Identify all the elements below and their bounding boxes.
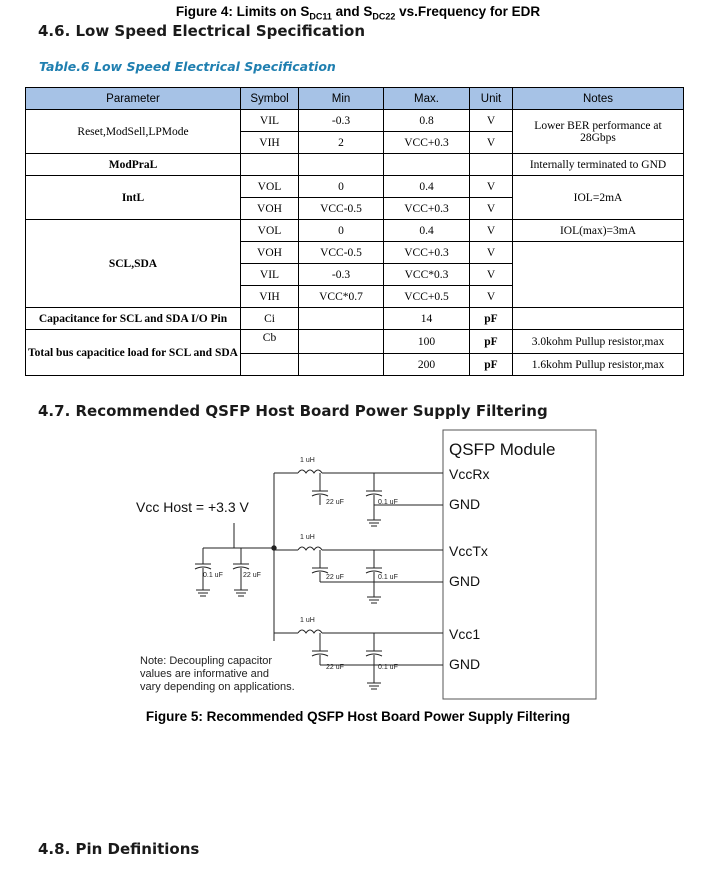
symbol-cell: VIL bbox=[241, 264, 299, 286]
table-row bbox=[26, 154, 684, 176]
max-cell: 0.8 bbox=[384, 110, 470, 132]
min-cell: 0 bbox=[299, 176, 384, 198]
header-notes: Notes bbox=[513, 88, 684, 110]
inductor-label: 1 uH bbox=[300, 457, 315, 464]
symbol-cell bbox=[241, 354, 299, 376]
symbol-cell: VIL bbox=[241, 110, 299, 132]
cap-value-label: 0.1 uF bbox=[203, 572, 223, 579]
inductor-label: 1 uH bbox=[300, 617, 315, 624]
param-cell: Total bus capacitice load for SCL and SDA bbox=[26, 330, 241, 376]
notes-cell: 3.0kohm Pullup resistor,max bbox=[513, 330, 684, 354]
capacitor-symbol bbox=[366, 491, 382, 526]
symbol-cell: VOH bbox=[241, 198, 299, 220]
min-cell: 0 bbox=[299, 220, 384, 242]
max-cell bbox=[384, 154, 470, 176]
notes-cell: IOL(max)=3mA bbox=[513, 220, 684, 242]
inductor-symbol bbox=[298, 547, 322, 550]
cap-value-label: 0.1 uF bbox=[378, 664, 398, 671]
vcc-host-label: Vcc Host = +3.3 V bbox=[136, 499, 249, 515]
unit-cell: V bbox=[470, 264, 513, 286]
max-cell: 0.4 bbox=[384, 220, 470, 242]
param-cell: Reset,ModSell,LPMode bbox=[26, 110, 241, 154]
figure-4-caption: Figure 4: Limits on $S_{DC11}$ and $S_{DC22}$ vs.Frequency for EDR bbox=[175, 4, 541, 22]
max-cell: VCC+0.5 bbox=[384, 286, 470, 308]
param-cell: Capacitance for SCL and SDA I/O Pin bbox=[26, 308, 241, 330]
note-line: values are informative and bbox=[140, 668, 270, 680]
symbol-cell: VOL bbox=[241, 220, 299, 242]
symbol-cell bbox=[241, 154, 299, 176]
notes-cell: 1.6kohm Pullup resistor,max bbox=[513, 354, 684, 376]
low-speed-spec-table bbox=[25, 87, 684, 376]
pin-label: VccRx bbox=[449, 466, 490, 482]
decoupling-note bbox=[140, 655, 320, 694]
max-cell: 14 bbox=[384, 308, 470, 330]
cap-value-label: 22 uF bbox=[326, 499, 344, 506]
max-cell: VCC*0.3 bbox=[384, 264, 470, 286]
min-cell: VCC-0.5 bbox=[299, 242, 384, 264]
note-line: vary depending on applications. bbox=[140, 681, 295, 693]
unit-cell: V bbox=[470, 176, 513, 198]
symbol-cell: VIH bbox=[241, 286, 299, 308]
table-row bbox=[26, 176, 684, 198]
min-cell: 2 bbox=[299, 132, 384, 154]
figure-5-caption: Figure 5: Recommended QSFP Host Board Power Supply Filtering bbox=[145, 709, 571, 724]
table-row bbox=[26, 220, 684, 242]
section-heading-4-6: 4.6. Low Speed Electrical Specification bbox=[38, 22, 365, 40]
notes-cell bbox=[513, 308, 684, 330]
unit-cell: pF bbox=[470, 308, 513, 330]
symbol-cell: VIH bbox=[241, 132, 299, 154]
min-cell: VCC-0.5 bbox=[299, 198, 384, 220]
cap-value-label: 22 uF bbox=[243, 572, 261, 579]
max-cell: 100 bbox=[384, 330, 470, 354]
unit-cell bbox=[470, 154, 513, 176]
max-cell: 200 bbox=[384, 354, 470, 376]
max-cell: VCC+0.3 bbox=[384, 198, 470, 220]
table-caption: Table.6 Low Speed Electrical Specification bbox=[39, 59, 336, 74]
notes-cell bbox=[513, 242, 684, 308]
min-cell: -0.3 bbox=[299, 110, 384, 132]
power-filter-circuit bbox=[0, 425, 716, 710]
cap-value-label: 22 uF bbox=[326, 664, 344, 671]
param-cell: SCL,SDA bbox=[26, 220, 241, 308]
unit-cell: V bbox=[470, 198, 513, 220]
max-cell: VCC+0.3 bbox=[384, 132, 470, 154]
min-cell: VCC*0.7 bbox=[299, 286, 384, 308]
section-heading-4-7: 4.7. Recommended QSFP Host Board Power Supply Filtering bbox=[38, 402, 548, 420]
pin-label: GND bbox=[449, 496, 481, 512]
notes-cell: Internally terminated to GND bbox=[513, 154, 684, 176]
unit-cell: V bbox=[470, 286, 513, 308]
cap-value-label: 0.1 uF bbox=[378, 574, 398, 581]
notes-cell: IOL=2mA bbox=[513, 176, 684, 220]
pin-label: GND bbox=[449, 573, 481, 589]
unit-cell: pF bbox=[470, 330, 513, 354]
capacitor-symbol bbox=[195, 564, 211, 596]
inductor-symbol bbox=[298, 630, 322, 633]
note-line: Note: Decoupling capacitor bbox=[140, 655, 273, 667]
notes-cell: Lower BER performance at 28Gbps bbox=[513, 110, 684, 154]
header-symbol: Symbol bbox=[241, 88, 299, 110]
min-cell bbox=[299, 154, 384, 176]
inductor-symbol bbox=[298, 470, 322, 473]
unit-cell: V bbox=[470, 220, 513, 242]
symbol-cell: Cb bbox=[241, 330, 299, 354]
symbol-cell: Ci bbox=[241, 308, 299, 330]
min-cell bbox=[299, 330, 384, 354]
symbol-cell: VOL bbox=[241, 176, 299, 198]
module-title: QSFP Module bbox=[449, 440, 556, 459]
param-cell: ModPraL bbox=[26, 154, 241, 176]
pin-label: Vcc1 bbox=[449, 626, 481, 642]
pin-label: VccTx bbox=[449, 543, 488, 559]
unit-cell: V bbox=[470, 242, 513, 264]
symbol-cell: VOH bbox=[241, 242, 299, 264]
cap-value-label: 22 uF bbox=[326, 574, 344, 581]
capacitor-symbol bbox=[233, 564, 249, 596]
table-header-row bbox=[26, 88, 684, 110]
max-cell: VCC+0.3 bbox=[384, 242, 470, 264]
param-cell: IntL bbox=[26, 176, 241, 220]
unit-cell: V bbox=[470, 132, 513, 154]
min-cell bbox=[299, 308, 384, 330]
table-row bbox=[26, 110, 684, 132]
header-parameter: Parameter bbox=[26, 88, 241, 110]
unit-cell: V bbox=[470, 110, 513, 132]
min-cell: -0.3 bbox=[299, 264, 384, 286]
inductor-label: 1 uH bbox=[300, 534, 315, 541]
header-unit: Unit bbox=[470, 88, 513, 110]
table-row bbox=[26, 308, 684, 330]
section-heading-4-8: 4.8. Pin Definitions bbox=[38, 840, 200, 858]
cap-value-label: 0.1 uF bbox=[378, 499, 398, 506]
pin-label: GND bbox=[449, 656, 481, 672]
min-cell bbox=[299, 354, 384, 376]
header-max: Max. bbox=[384, 88, 470, 110]
max-cell: 0.4 bbox=[384, 176, 470, 198]
unit-cell: pF bbox=[470, 354, 513, 376]
header-min: Min bbox=[299, 88, 384, 110]
table-row bbox=[26, 330, 684, 354]
